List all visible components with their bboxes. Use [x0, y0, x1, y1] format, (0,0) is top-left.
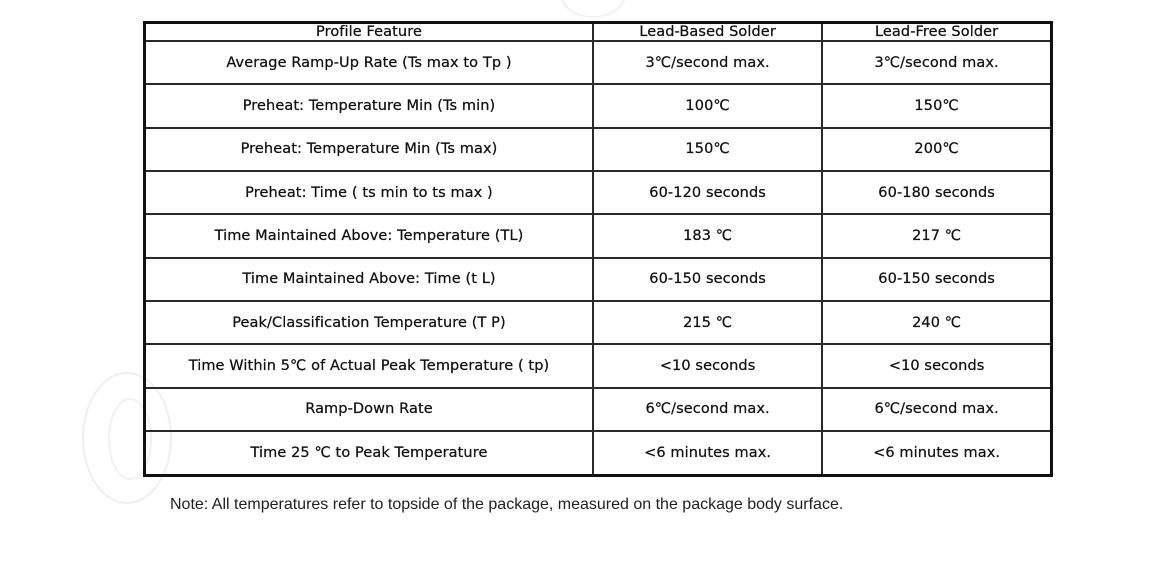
lead-free-value: 217 ℃	[822, 214, 1051, 257]
lead-free-value: 60-180 seconds	[822, 171, 1051, 214]
table-row	[145, 84, 1052, 127]
lead-free-value: 6℃/second max.	[822, 388, 1051, 431]
lead-based-value: 3℃/second max.	[593, 41, 822, 84]
feature-cell: Preheat: Time ( ts min to ts max )	[145, 171, 593, 214]
feature-cell: Time Maintained Above: Temperature (TL)	[145, 214, 593, 257]
lead-free-value: <10 seconds	[822, 344, 1051, 387]
table-note: Note: All temperatures refer to topside of the package, measured on the package body surface.	[170, 496, 844, 513]
table-row	[145, 431, 1052, 476]
table-row	[145, 258, 1052, 301]
watermark-ring-top	[560, 0, 626, 18]
reflow-profile-table	[143, 21, 1053, 477]
feature-cell: Ramp-Down Rate	[145, 388, 593, 431]
header-lead-free-solder: Lead-Free Solder	[822, 23, 1051, 42]
lead-free-value: 200℃	[822, 128, 1051, 171]
feature-cell: Average Ramp-Up Rate (Ts max to Tp )	[145, 41, 593, 84]
header-profile-feature: Profile Feature	[145, 23, 593, 42]
feature-cell: Time Within 5℃ of Actual Peak Temperature ( tp)	[145, 344, 593, 387]
lead-free-value: 240 ℃	[822, 301, 1051, 344]
table-row	[145, 388, 1052, 431]
lead-based-value: 100℃	[593, 84, 822, 127]
table-header-row	[145, 23, 1052, 42]
feature-cell: Preheat: Temperature Min (Ts max)	[145, 128, 593, 171]
feature-cell: Preheat: Temperature Min (Ts min)	[145, 84, 593, 127]
lead-based-value: 150℃	[593, 128, 822, 171]
header-lead-based-solder: Lead-Based Solder	[593, 23, 822, 42]
lead-based-value: <10 seconds	[593, 344, 822, 387]
lead-free-value: 150℃	[822, 84, 1051, 127]
lead-based-value: 60-150 seconds	[593, 258, 822, 301]
lead-based-value: 183 ℃	[593, 214, 822, 257]
feature-cell: Peak/Classification Temperature (T P)	[145, 301, 593, 344]
table-row	[145, 344, 1052, 387]
lead-free-value: 3℃/second max.	[822, 41, 1051, 84]
lead-based-value: 6℃/second max.	[593, 388, 822, 431]
table-row	[145, 128, 1052, 171]
table-row	[145, 214, 1052, 257]
table-row	[145, 41, 1052, 84]
feature-cell: Time Maintained Above: Time (t L)	[145, 258, 593, 301]
feature-cell: Time 25 ℃ to Peak Temperature	[145, 431, 593, 476]
table-row	[145, 301, 1052, 344]
lead-free-value: <6 minutes max.	[822, 431, 1051, 476]
table-row	[145, 171, 1052, 214]
lead-free-value: 60-150 seconds	[822, 258, 1051, 301]
lead-based-value: 215 ℃	[593, 301, 822, 344]
lead-based-value: 60-120 seconds	[593, 171, 822, 214]
lead-based-value: <6 minutes max.	[593, 431, 822, 476]
